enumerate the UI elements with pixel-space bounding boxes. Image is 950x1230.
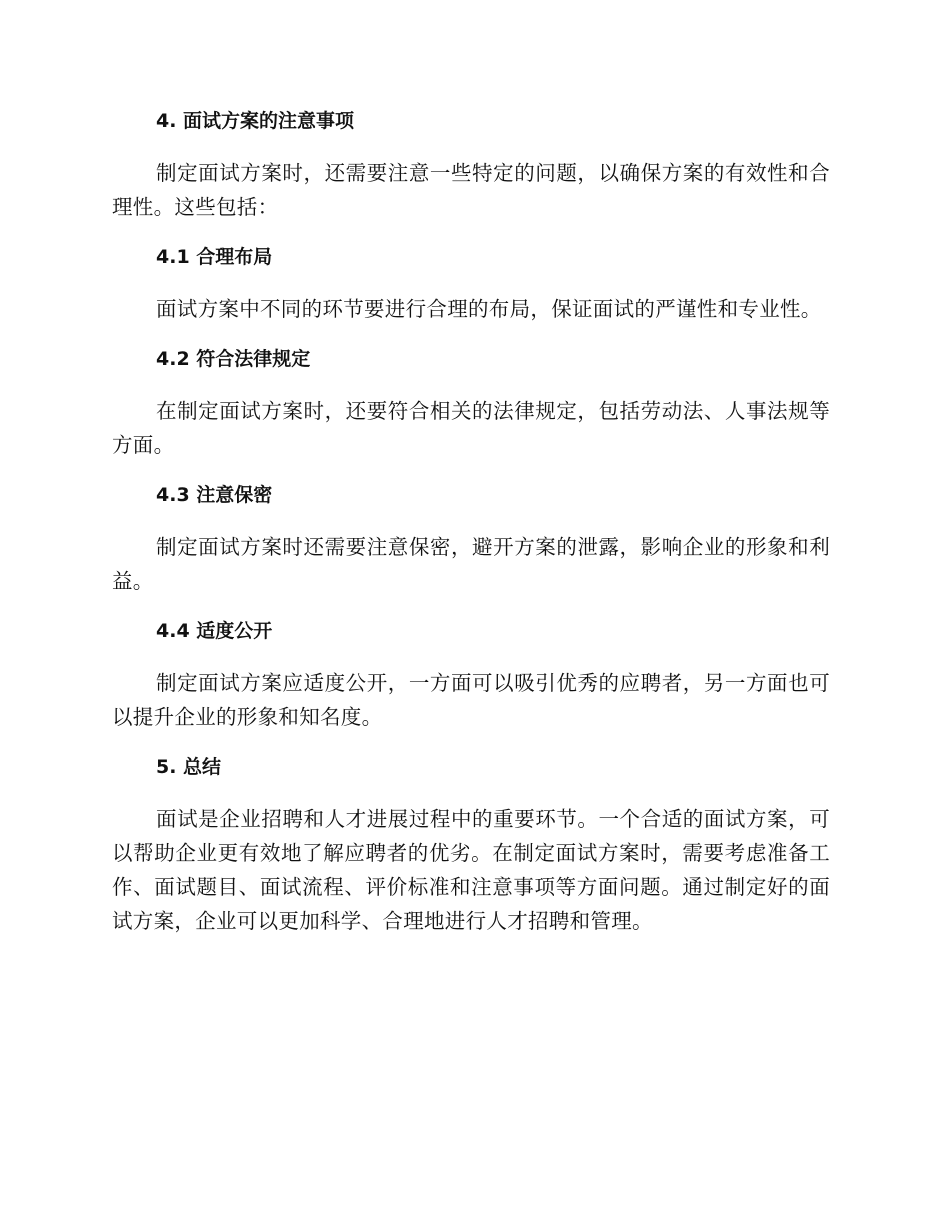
section-paragraph-4-1: 面试方案中不同的环节要进行合理的布局，保证面试的严谨性和专业性。 xyxy=(156,297,822,321)
section-paragraph-4-3: 制定面试方案时还需要注意保密，避开方案的泄露，影响企业的形象和利益。 xyxy=(112,535,830,593)
section-heading-5: 5. 总结 xyxy=(156,756,222,778)
section-heading-4-1: 4.1 合理布局 xyxy=(156,246,273,268)
section-heading-4: 4. 面试方案的注意事项 xyxy=(156,110,355,132)
section-paragraph-5: 面试是企业招聘和人才进展过程中的重要环节。一个合适的面试方案，可以帮助企业更有效地了解应聘者的优劣。在制定面试方案时，需要考虑准备工作、面试题目、面试流程、评价标准和注意事项等方面问题。通过制定好的面试方案，企业可以更加科学、合理地进行人才招聘和管理。 xyxy=(112,807,830,933)
section-paragraph-4-2: 在制定面试方案时，还要符合相关的法律规定，包括劳动法、人事法规等方面。 xyxy=(112,399,830,457)
section-heading-4-4: 4.4 适度公开 xyxy=(156,620,273,642)
section-paragraph-4: 制定面试方案时，还需要注意一些特定的问题，以确保方案的有效性和合理性。这些包括： xyxy=(112,161,830,219)
document-page xyxy=(112,108,830,938)
section-heading-4-3: 4.3 注意保密 xyxy=(156,484,273,506)
section-heading-4-2: 4.2 符合法律规定 xyxy=(156,348,311,370)
section-paragraph-4-4: 制定面试方案应适度公开，一方面可以吸引优秀的应聘者，另一方面也可以提升企业的形象和知名度。 xyxy=(112,671,830,729)
